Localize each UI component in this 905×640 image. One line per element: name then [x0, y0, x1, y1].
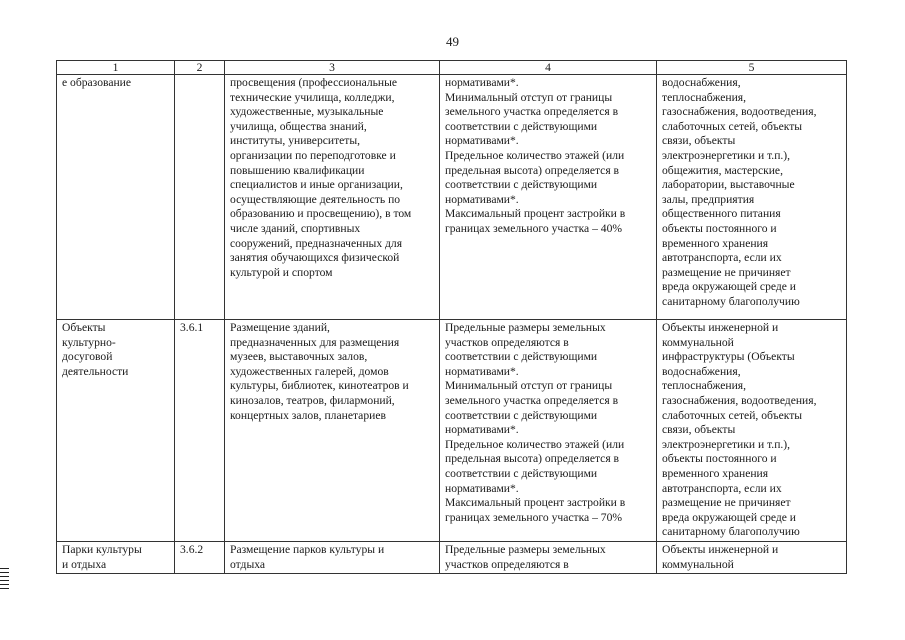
use-type-code: 3.6.2	[175, 541, 225, 573]
table-row	[57, 541, 847, 573]
use-type-description: Размещение парков культуры и отдыха	[225, 541, 440, 573]
scan-mark	[0, 572, 9, 573]
scan-mark	[0, 588, 9, 589]
use-type-code: 3.6.1	[175, 320, 225, 542]
header-col-5: 5	[657, 61, 847, 75]
use-type-name: Объекты культурно- досуговой деятельности	[57, 320, 175, 542]
header-col-4: 4	[440, 61, 657, 75]
header-col-1: 1	[57, 61, 175, 75]
use-type-parameters: Предельные размеры земельных участков определяются в соответствии с действующими нормативами*. Минимальный отступ от границы земельного участка определяется в соответствии с действующими нормативами*. Предельное количество этажей (или предельная высота) определяется в соответствии с действующими нормативами*. Максимальный процент застройки в границах земельного участка – 70%	[440, 320, 657, 542]
header-col-2: 2	[175, 61, 225, 75]
use-type-auxiliary: Объекты инженерной и коммунальной	[657, 541, 847, 573]
use-type-code	[175, 75, 225, 320]
header-row	[57, 61, 847, 75]
table-row	[57, 320, 847, 542]
use-type-name: Парки культуры и отдыха	[57, 541, 175, 573]
use-type-description: просвещения (профессиональные технические училища, колледжи, художественные, музыкальные училища, общества знаний, институты, университеты, организации по переподготовке и повышению квалификации специалистов и иные организации, осуществляющие деятельность по образованию и просвещению), в том числе зданий, спортивных сооружений, предназначенных для занятия обучающихся физической культурой и спортом	[225, 75, 440, 320]
scan-mark	[0, 576, 9, 577]
use-type-description: Размещение зданий, предназначенных для размещения музеев, выставочных залов, художественных галерей, домов культуры, библиотек, кинотеатров и кинозалов, театров, филармоний, концертных залов, планетариев	[225, 320, 440, 542]
scan-margin-marks	[0, 568, 9, 592]
header-col-3: 3	[225, 61, 440, 75]
use-type-parameters: Предельные размеры земельных участков определяются в	[440, 541, 657, 573]
page-number: 49	[446, 34, 459, 49]
table-row	[57, 75, 847, 320]
use-type-parameters: нормативами*. Минимальный отступ от границы земельного участка определяется в соответствии с действующими нормативами*. Предельное количество этажей (или предельная высота) определяется в соответствии с действующими нормативами*. Максимальный процент застройки в границах земельного участка – 40%	[440, 75, 657, 320]
scan-mark	[0, 568, 9, 569]
use-type-auxiliary: водоснабжения, теплоснабжения, газоснабжения, водоотведения, слаботочных сетей, объекты связи, объекты электроэнергетики и т.п.), общежития, мастерские, лаборатории, выставочные залы, предприятия общественного питания объекты постоянного и временного хранения автотранспорта, если их размещение не причиняет вреда окружающей среде и санитарному благополучию	[657, 75, 847, 320]
scan-mark	[0, 584, 9, 585]
land-use-table	[56, 60, 847, 574]
scan-mark	[0, 580, 9, 581]
use-type-name: е образование	[57, 75, 175, 320]
use-type-auxiliary: Объекты инженерной и коммунальной инфраструктуры (Объекты водоснабжения, теплоснабжения, газоснабжения, водоотведения, слаботочных сетей, объекты связи, объекты электроэнергетики и т.п.), объекты постоянного и временного хранения автотранспорта, если их размещение не причиняет вреда окружающей среде и санитарному благополучию	[657, 320, 847, 542]
